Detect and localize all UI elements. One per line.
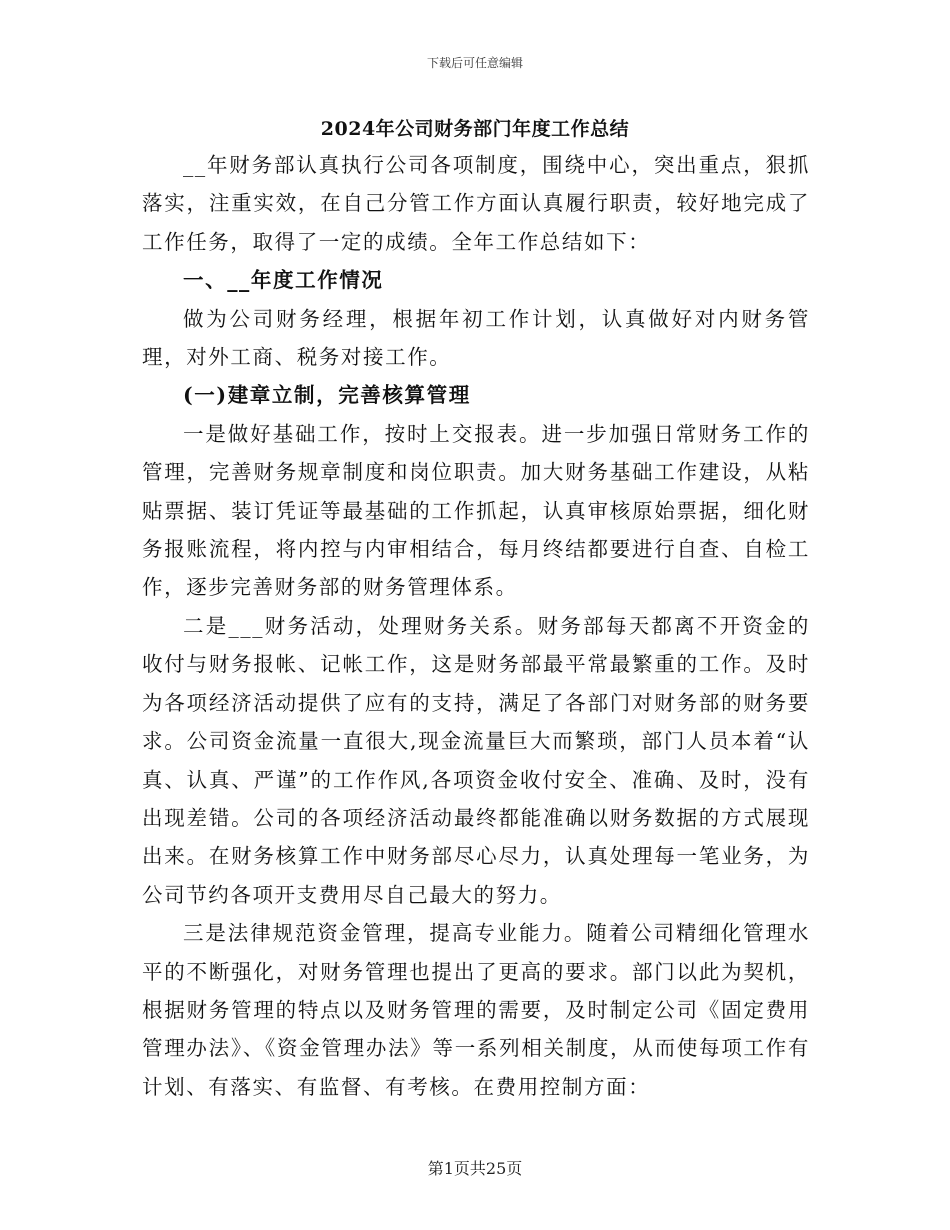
header-note: 下载后可任意编辑 bbox=[426, 56, 523, 70]
document-body bbox=[142, 146, 810, 1106]
document-title: 2024年公司财务部门年度工作总结 bbox=[320, 118, 630, 140]
intro-paragraph: __年财务部认真执行公司各项制度，围绕中心，突出重点，狠抓落实，注重实效，在自己分管工作方面认真履行职责，较好地完成了工作任务，取得了一定的成绩。全年工作总结如下： bbox=[142, 153, 810, 254]
paragraph-point-3: 三是法律规范资金管理，提高专业能力。随着公司精细化管理水平的不断强化，对财务管理也提出了更高的要求。部门以此为契机，根据财务管理的特点以及财务管理的需要，及时制定公司《固定费用管理办法》、《资金管理办法》等一系列相关制度，从而使每项工作有计划、有落实、有监督、有考核。在费用控制方面： bbox=[142, 921, 810, 1099]
page-number-footer: 第1页共25页 bbox=[427, 1159, 523, 1178]
subsection-heading-1: (一)建章立制，完善核算管理 bbox=[183, 383, 471, 408]
paragraph-point-2: 二是___财务活动，处理财务关系。财务部每天都离不开资金的收付与财务报帐、记帐工作，这是财务部最平常最繁重的工作。及时为各项经济活动提供了应有的支持，满足了各部门对财务部的财务要求。公司资金流量一直很大,现金流量巨大而繁琐，部门人员本着“认真、认真、严谨”的工作作风,各项资金收付安全、准确、及时，没有出现差错。公司的各项经济活动最终都能准确以财务数据的方式展现出来。在财务核算工作中财务部尽心尽力，认真处理每一笔业务，为公司节约各项开支费用尽自己最大的努力。 bbox=[142, 613, 810, 907]
paragraph-role: 做为公司财务经理，根据年初工作计划，认真做好对内财务管理，对外工商、税务对接工作。 bbox=[142, 306, 810, 370]
paragraph-point-1: 一是做好基础工作，按时上交报表。进一步加强日常财务工作的管理，完善财务规章制度和岗位职责。加大财务基础工作建设，从粘贴票据、装订凭证等最基础的工作抓起，认真审核原始票据，细化财务报账流程，将内控与内审相结合，每月终结都要进行自查、自检工作，逐步完善财务部的财务管理体系。 bbox=[142, 421, 810, 600]
section-heading-1: 一、__年度工作情况 bbox=[183, 268, 384, 293]
